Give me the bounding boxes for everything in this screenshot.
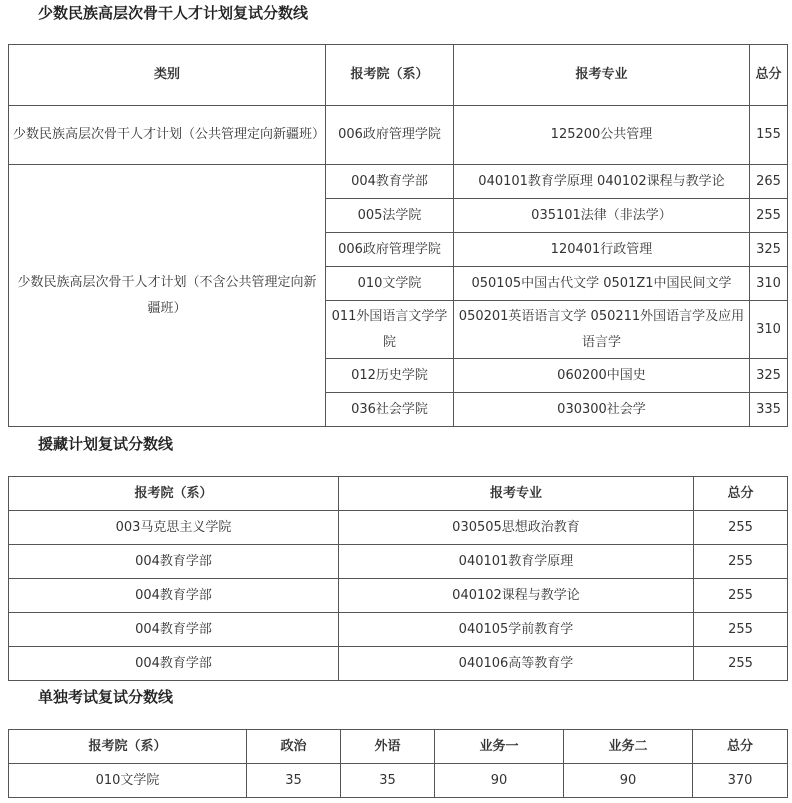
course-1-score-cell: 90 [435,764,564,798]
language-score-cell: 35 [341,764,435,798]
table-row [9,511,788,545]
score-cell: 255 [750,199,788,233]
table-header-row [9,477,788,511]
header-category: 类别 [9,45,326,106]
school-cell: 004教育学部 [9,579,339,613]
header-major: 报考专业 [339,477,694,511]
major-cell: 040105学前教育学 [339,613,694,647]
score-cell: 255 [694,647,788,681]
score-cell: 310 [750,267,788,301]
major-cell: 040106高等教育学 [339,647,694,681]
minority-score-table [8,44,788,427]
politics-score-cell: 35 [247,764,341,798]
score-cell: 155 [750,106,788,165]
score-cell: 265 [750,165,788,199]
score-cell: 325 [750,233,788,267]
table-row [9,165,788,199]
section-title-independent: 单独考试复试分数线 [38,688,174,706]
header-total: 总分 [693,730,788,764]
header-school: 报考院（系） [326,45,454,106]
major-cell: 040101教育学原理 040102课程与教学论 [454,165,750,199]
table-row [9,647,788,681]
score-cell: 255 [694,511,788,545]
total-score-cell: 370 [693,764,788,798]
major-cell: 050105中国古代文学 0501Z1中国民间文学 [454,267,750,301]
score-cell: 335 [750,393,788,427]
course-2-score-cell: 90 [564,764,693,798]
score-cell: 310 [750,301,788,359]
header-language: 外语 [341,730,435,764]
header-total: 总分 [750,45,788,106]
header-total: 总分 [694,477,788,511]
score-cell: 255 [694,545,788,579]
major-cell: 035101法律（非法学） [454,199,750,233]
table-header-row [9,730,788,764]
school-cell: 010文学院 [326,267,454,301]
header-school: 报考院（系） [9,730,247,764]
header-school: 报考院（系） [9,477,339,511]
major-cell: 030300社会学 [454,393,750,427]
header-course-2: 业务二 [564,730,693,764]
major-cell: 040102课程与教学论 [339,579,694,613]
major-cell: 040101教育学原理 [339,545,694,579]
school-cell: 012历史学院 [326,359,454,393]
school-cell: 006政府管理学院 [326,233,454,267]
header-politics: 政治 [247,730,341,764]
table-row [9,764,788,798]
table-row [9,545,788,579]
school-cell: 005法学院 [326,199,454,233]
school-cell: 003马克思主义学院 [9,511,339,545]
major-cell: 120401行政管理 [454,233,750,267]
independent-exam-table [8,729,788,798]
major-cell: 125200公共管理 [454,106,750,165]
header-course-1: 业务一 [435,730,564,764]
header-major: 报考专业 [454,45,750,106]
table-row [9,613,788,647]
tibet-score-table [8,476,788,681]
major-cell: 050201英语语言文学 050211外国语言学及应用语言学 [454,301,750,359]
table-row [9,579,788,613]
major-cell: 030505思想政治教育 [339,511,694,545]
score-cell: 255 [694,579,788,613]
school-cell: 010文学院 [9,764,247,798]
major-cell: 060200中国史 [454,359,750,393]
score-cell: 255 [694,613,788,647]
section-title-minority: 少数民族高层次骨干人才计划复试分数线 [38,4,309,22]
section-title-tibet: 援藏计划复试分数线 [38,435,174,453]
school-cell: 011外国语言文学学院 [326,301,454,359]
school-cell: 004教育学部 [326,165,454,199]
school-cell: 004教育学部 [9,545,339,579]
table-header-row [9,45,788,106]
category-cell: 少数民族高层次骨干人才计划（公共管理定向新疆班） [9,106,326,165]
score-cell: 325 [750,359,788,393]
category-cell: 少数民族高层次骨干人才计划（不含公共管理定向新疆班） [9,165,326,427]
school-cell: 004教育学部 [9,647,339,681]
school-cell: 036社会学院 [326,393,454,427]
school-cell: 004教育学部 [9,613,339,647]
school-cell: 006政府管理学院 [326,106,454,165]
table-row [9,106,788,165]
